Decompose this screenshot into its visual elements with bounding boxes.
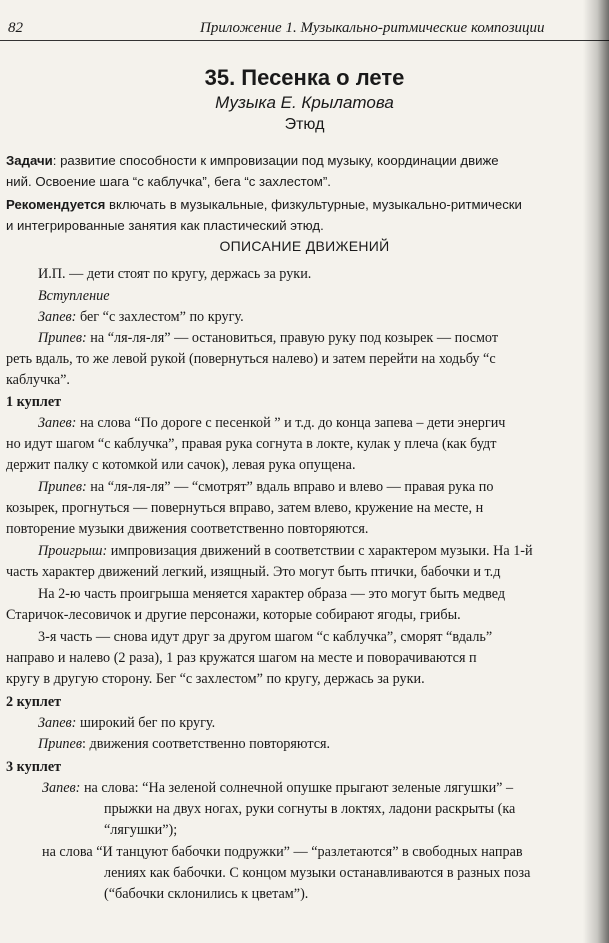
running-head: Приложение 1. Музыкально-ритмические композиции xyxy=(200,20,545,36)
verse-1-zapev-1 xyxy=(38,413,505,433)
zapev-label: Запев: xyxy=(38,309,77,325)
verse-1-part-3-a: 3-я часть — снова идут друг за другом шагом “с каблучка”, сморят “вдаль” xyxy=(38,629,493,645)
v1-proigrysh-text-1: импровизация движений в соответствии с характером музыки. На 1-й xyxy=(107,543,533,559)
verse-1-proigrysh-1 xyxy=(38,541,533,561)
v2-zapev-label: Запев: xyxy=(38,715,77,731)
recommended-label: Рекомендуется xyxy=(6,197,106,212)
v1-pripev-text-1: на “ля-ля-ля” — “смотрят” вдаль вправо и влево — правая рука по xyxy=(86,479,494,495)
verse-3-zapev-2: прыжки на двух ногах, руки согнуты в локтях, ладони раскрыты (ка xyxy=(104,801,516,817)
intro-pripev-1 xyxy=(38,328,498,348)
verse-1-pripev-3: повторение музыки движения соответственно повторяются. xyxy=(6,521,369,537)
v2-pripev-text: : движения соответственно повторяются. xyxy=(81,736,331,752)
v1-proigrysh-label: Проигрыш: xyxy=(38,543,108,559)
verse-1-part-3-c: кругу в другую сторону. Бег “с захлестом” по кругу, держась за руки. xyxy=(6,671,425,687)
movement-heading: ОПИСАНИЕ ДВИЖЕНИЙ xyxy=(219,238,390,254)
recommended-paragraph xyxy=(6,194,606,236)
verse-3-heading: 3 куплет xyxy=(6,759,62,775)
binding-shadow xyxy=(583,0,609,943)
page-number: 82 xyxy=(8,20,23,36)
recommended-text-1: включать в музыкальные, физкультурные, музыкально-ритмически xyxy=(105,197,522,212)
tasks-text-2: ний. Освоение шага “с каблучка”, бега “с захлестом”. xyxy=(6,174,331,189)
tasks-label: Задачи xyxy=(6,153,53,168)
verse-3-zapev-1 xyxy=(42,778,513,798)
verse-3-next-3: (“бабочки склонились к цветам”). xyxy=(104,886,309,902)
page-header xyxy=(0,14,609,41)
genre-label: Этюд xyxy=(284,116,325,133)
verse-1-zapev-3: держит палку с котомкой или сачок), левая рука опущена. xyxy=(6,457,356,473)
v1-pripev-label: Припев: xyxy=(38,479,87,495)
intro-label: Вступление xyxy=(38,288,110,304)
verse-2-pripev xyxy=(38,734,330,754)
verse-1-heading: 1 куплет xyxy=(6,394,62,410)
verse-3-next-2: лениях как бабочки. С концом музыки останавливаются в разных поза xyxy=(104,865,531,881)
v2-pripev-label: Припев xyxy=(38,736,82,752)
title-block xyxy=(0,64,609,136)
song-title: 35. Песенка о лете xyxy=(204,65,405,90)
v2-zapev-text: широкий бег по кругу. xyxy=(76,715,216,731)
verse-3-next-1: на слова “И танцуют бабочки подружки” — “разлетаются” в свободных направ xyxy=(42,844,523,860)
verse-3-zapev-3: “лягушки”); xyxy=(104,822,178,838)
intro-pripev-3: каблучка”. xyxy=(6,372,70,388)
tasks-paragraph xyxy=(6,150,606,192)
v3-zapev-label: Запев: xyxy=(42,780,81,796)
verse-1-part-2-a: На 2-ю часть проигрыша меняется характер образа — это могут быть медвед xyxy=(38,586,506,602)
verse-2-heading: 2 куплет xyxy=(6,694,62,710)
v1-zapev-text-1: на слова “По дороге с песенкой ” и т.д. до конца запева – дети энергич xyxy=(76,415,506,431)
verse-1-proigrysh-2: часть характер движений легкий, изящный. Это могут быть птички, бабочки и т.д xyxy=(6,564,501,580)
intro-pripev-2: реть вдаль, то же левой рукой (повернуться налево) и затем перейти на ходьбу “с xyxy=(6,351,496,367)
tasks-text-1: : развитие способности к импровизации под музыку, координации движе xyxy=(52,153,499,168)
verse-1-part-3-b: направо и налево (2 раза), 1 раз кружатся шагом на месте и поворачиваются п xyxy=(6,650,477,666)
verse-1-pripev-2: козырек, прогнуться — повернуться вправо, затем влево, кружение на месте, н xyxy=(6,500,484,516)
zapev-text: бег “с захлестом” по кругу. xyxy=(76,309,244,325)
intro-zapev xyxy=(38,307,244,327)
pripev-text-1: на “ля-ля-ля” — остановиться, правую руку под козырек — посмот xyxy=(86,330,499,346)
pripev-label: Припев: xyxy=(38,330,87,346)
verse-1-pripev-1 xyxy=(38,477,493,497)
recommended-text-2: и интегрированные занятия как пластический этюд. xyxy=(6,218,324,233)
v3-zapev-text-1: на слова: “На зеленой солнечной опушке прыгают зеленые лягушки” – xyxy=(80,780,514,796)
verse-1-zapev-2: но идут шагом “с каблучка”, правая рука согнута в локте, кулак у плеча (как будт xyxy=(6,436,497,452)
verse-2-zapev xyxy=(38,713,215,733)
initial-position: И.П. — дети стоят по кругу, держась за руки. xyxy=(38,266,312,282)
verse-1-part-2-b: Старичок-лесовичок и другие персонажи, которые собирают ягоды, грибы. xyxy=(6,607,461,623)
composer-line: Музыка Е. Крылатова xyxy=(215,93,394,112)
v1-zapev-label: Запев: xyxy=(38,415,77,431)
